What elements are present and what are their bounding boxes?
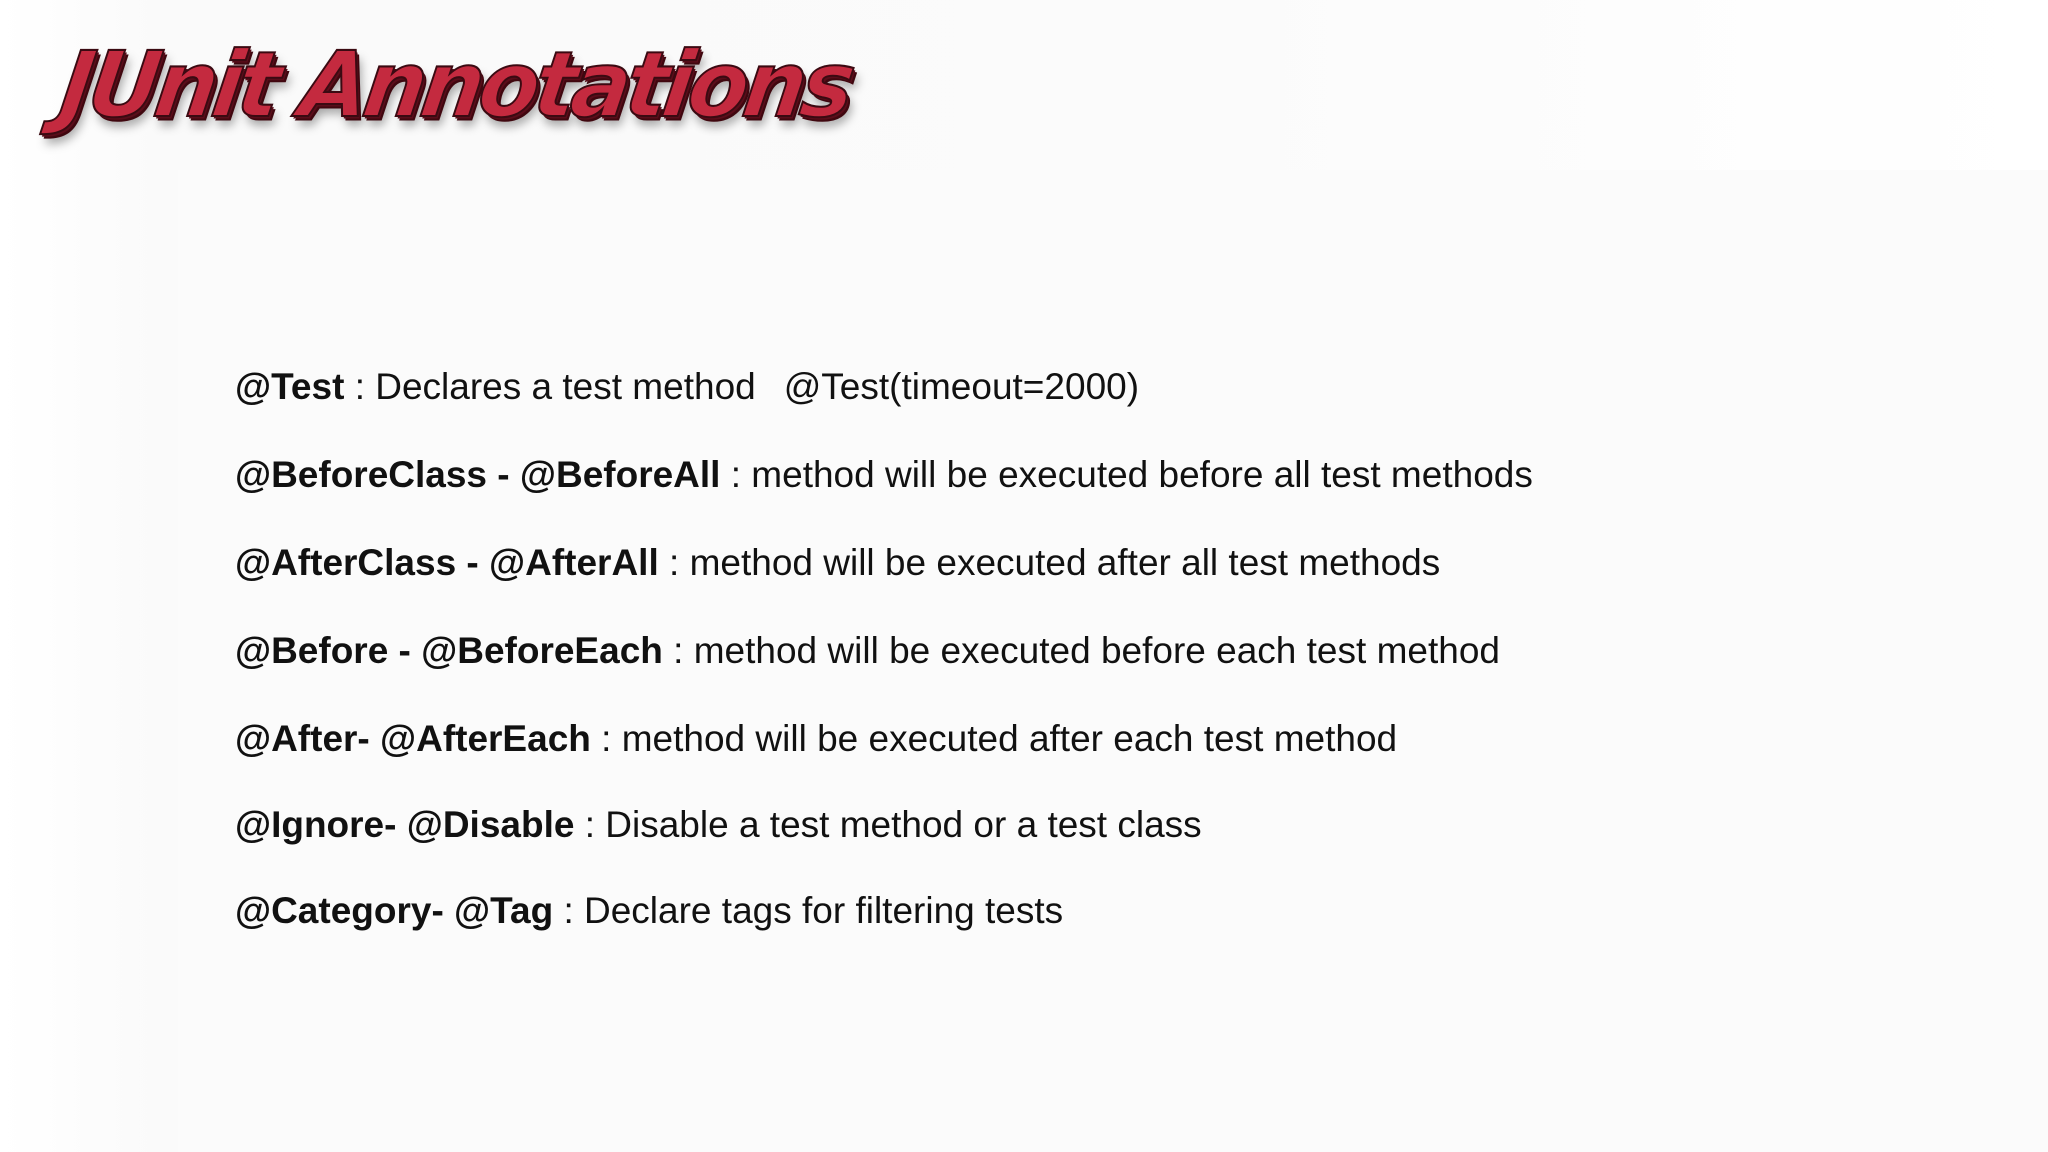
annotation-item-test (235, 364, 1533, 410)
annotation-description: : Declares a test method (344, 366, 756, 407)
annotation-item-before-all (235, 452, 1533, 498)
annotation-description: : Disable a test method or a test class (574, 804, 1202, 845)
annotation-name: @Category- @Tag (235, 890, 554, 931)
annotation-description: : method will be executed before all test methods (720, 454, 1533, 495)
annotation-item-before-each (235, 628, 1533, 674)
annotation-description: : method will be executed after all test methods (658, 542, 1441, 583)
annotation-description: : Declare tags for filtering tests (553, 890, 1064, 931)
slide-title: JUnit Annotations (54, 31, 857, 138)
annotation-name: @After- @AfterEach (235, 718, 591, 759)
annotation-example: @Test(timeout=2000) (783, 366, 1140, 407)
annotation-description: : method will be executed after each test method (590, 718, 1398, 759)
annotation-description: : method will be executed before each test method (662, 630, 1500, 671)
annotation-item-after-all (235, 540, 1533, 586)
annotation-item-disable (235, 802, 1533, 848)
annotation-item-after-each (235, 716, 1533, 762)
annotation-name: @Before - @BeforeEach (235, 630, 663, 671)
annotation-name: @AfterClass - @AfterAll (235, 542, 659, 583)
annotation-name: @Ignore- @Disable (235, 804, 575, 845)
annotation-item-tag (235, 888, 1533, 934)
annotation-name: @Test (235, 366, 345, 407)
annotation-name: @BeforeClass - @BeforeAll (235, 454, 721, 495)
annotation-list (235, 364, 1533, 934)
